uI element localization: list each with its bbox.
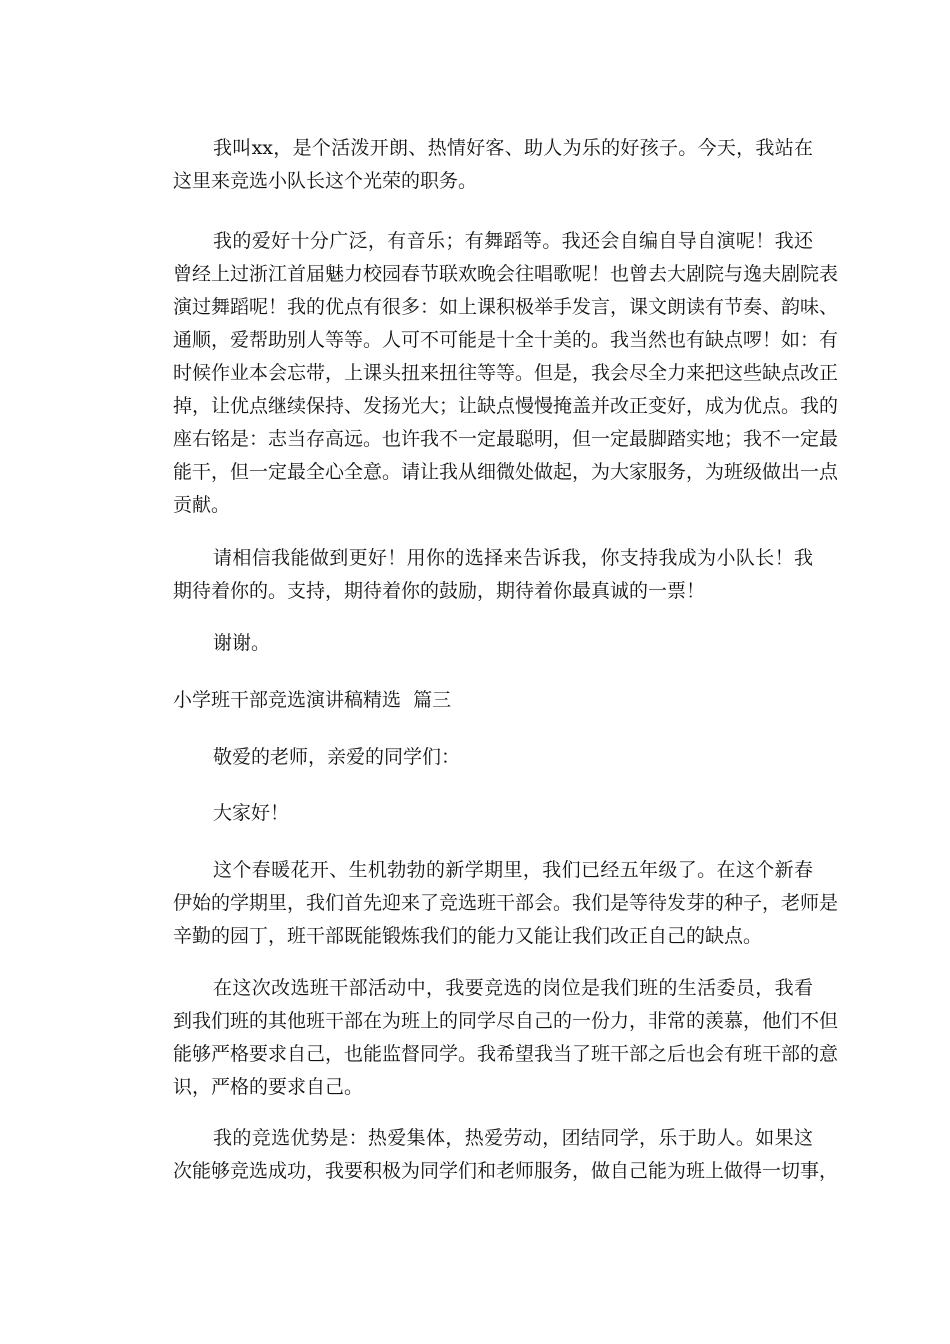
paragraph-line: 我的竞选优势是：热爱集体，热爱劳动，团结同学，乐于助人。如果这 (213, 1127, 813, 1149)
paragraph-line: 大家好！ (213, 802, 290, 824)
paragraph-9 (173, 972, 839, 1104)
paragraph-line: 请相信我能做到更好！用你的选择来告诉我，你支持我成为小队长！我 (213, 547, 813, 569)
paragraph-line: 辛勤的园丁，班干部既能锻炼我们的能力又能让我们改正自己的缺点。 (173, 925, 763, 947)
paragraph-2 (173, 225, 839, 522)
paragraph-line: 伊始的学期里，我们首先迎来了竞选班干部会。我们是等待发芽的种子，老师是 (173, 892, 839, 914)
thanks-line (173, 627, 813, 660)
paragraph-line: 座右铭是：志当存高远。也许我不一定最聪明，但一定最脚踏实地；我不一定最 (173, 428, 839, 450)
paragraph-line: 到我们班的其他班干部在为班上的同学尽自己的一份力，非常的羡慕，他们不但 (173, 1010, 839, 1032)
paragraph-line: 谢谢。 (213, 632, 271, 654)
paragraph-line: 我的爱好十分广泛，有音乐；有舞蹈等。我还会自编自导自演呢！我还 (213, 230, 813, 252)
paragraph-line: 时候作业本会忘带，上课头扭来扭往等等。但是，我会尽全力来把这些缺点改正 (173, 362, 839, 384)
paragraph-line: 识，严格的要求自己。 (173, 1076, 364, 1098)
paragraph-line: 演过舞蹈呢！我的优点有很多：如上课积极举手发言，课文朗读有节奏、韵味、 (173, 296, 839, 318)
paragraph-line: 能够严格要求自己，也能监督同学。我希望我当了班干部之后也会有班干部的意 (173, 1043, 839, 1065)
salutation (173, 741, 813, 774)
greeting (173, 797, 813, 830)
paragraph-line: 曾经上过浙江首届魅力校园春节联欢晚会往唱歌呢！也曾去大剧院与逸夫剧院表 (173, 263, 839, 285)
paragraph-8 (173, 854, 839, 953)
heading-text: 小学班干部竞选演讲稿精选 篇三 (173, 689, 452, 711)
paragraph-line: 这个春暖花开、生机勃勃的新学期里，我们已经五年级了。在这个新春 (213, 859, 813, 881)
paragraph-line: 在这次改选班干部活动中，我要竞选的岗位是我们班的生活委员，我看 (213, 977, 813, 999)
paragraph-line: 掉，让优点继续保持、发扬光大；让缺点慢慢掩盖并改正变好，成为优点。我的 (173, 395, 839, 417)
paragraph-10 (173, 1122, 839, 1188)
section-heading (173, 684, 813, 717)
paragraph-line: 敬爱的老师，亲爱的同学们： (213, 746, 461, 768)
paragraph-line: 这里来竞选小队长这个光荣的职务。 (173, 170, 478, 192)
paragraph-line: 通顺，爱帮助别人等等。人可不可能是十全十美的。我当然也有缺点啰！如：有 (173, 329, 839, 351)
paragraph-1 (173, 132, 813, 198)
paragraph-line: 期待着你的。支持，期待着你的鼓励，期待着你最真诚的一票！ (173, 580, 706, 602)
paragraph-line: 能干，但一定最全心全意。请让我从细微处做起，为大家服务，为班级做出一点 (173, 461, 839, 483)
paragraph-line: 我叫xx，是个活泼开朗、热情好客、助人为乐的好孩子。今天，我站在 (213, 137, 813, 159)
paragraph-3 (173, 542, 813, 608)
paragraph-line: 贡献。 (173, 494, 231, 516)
paragraph-line: 次能够竞选成功，我要积极为同学们和老师服务，做自己能为班上做得一切事， (173, 1160, 839, 1182)
